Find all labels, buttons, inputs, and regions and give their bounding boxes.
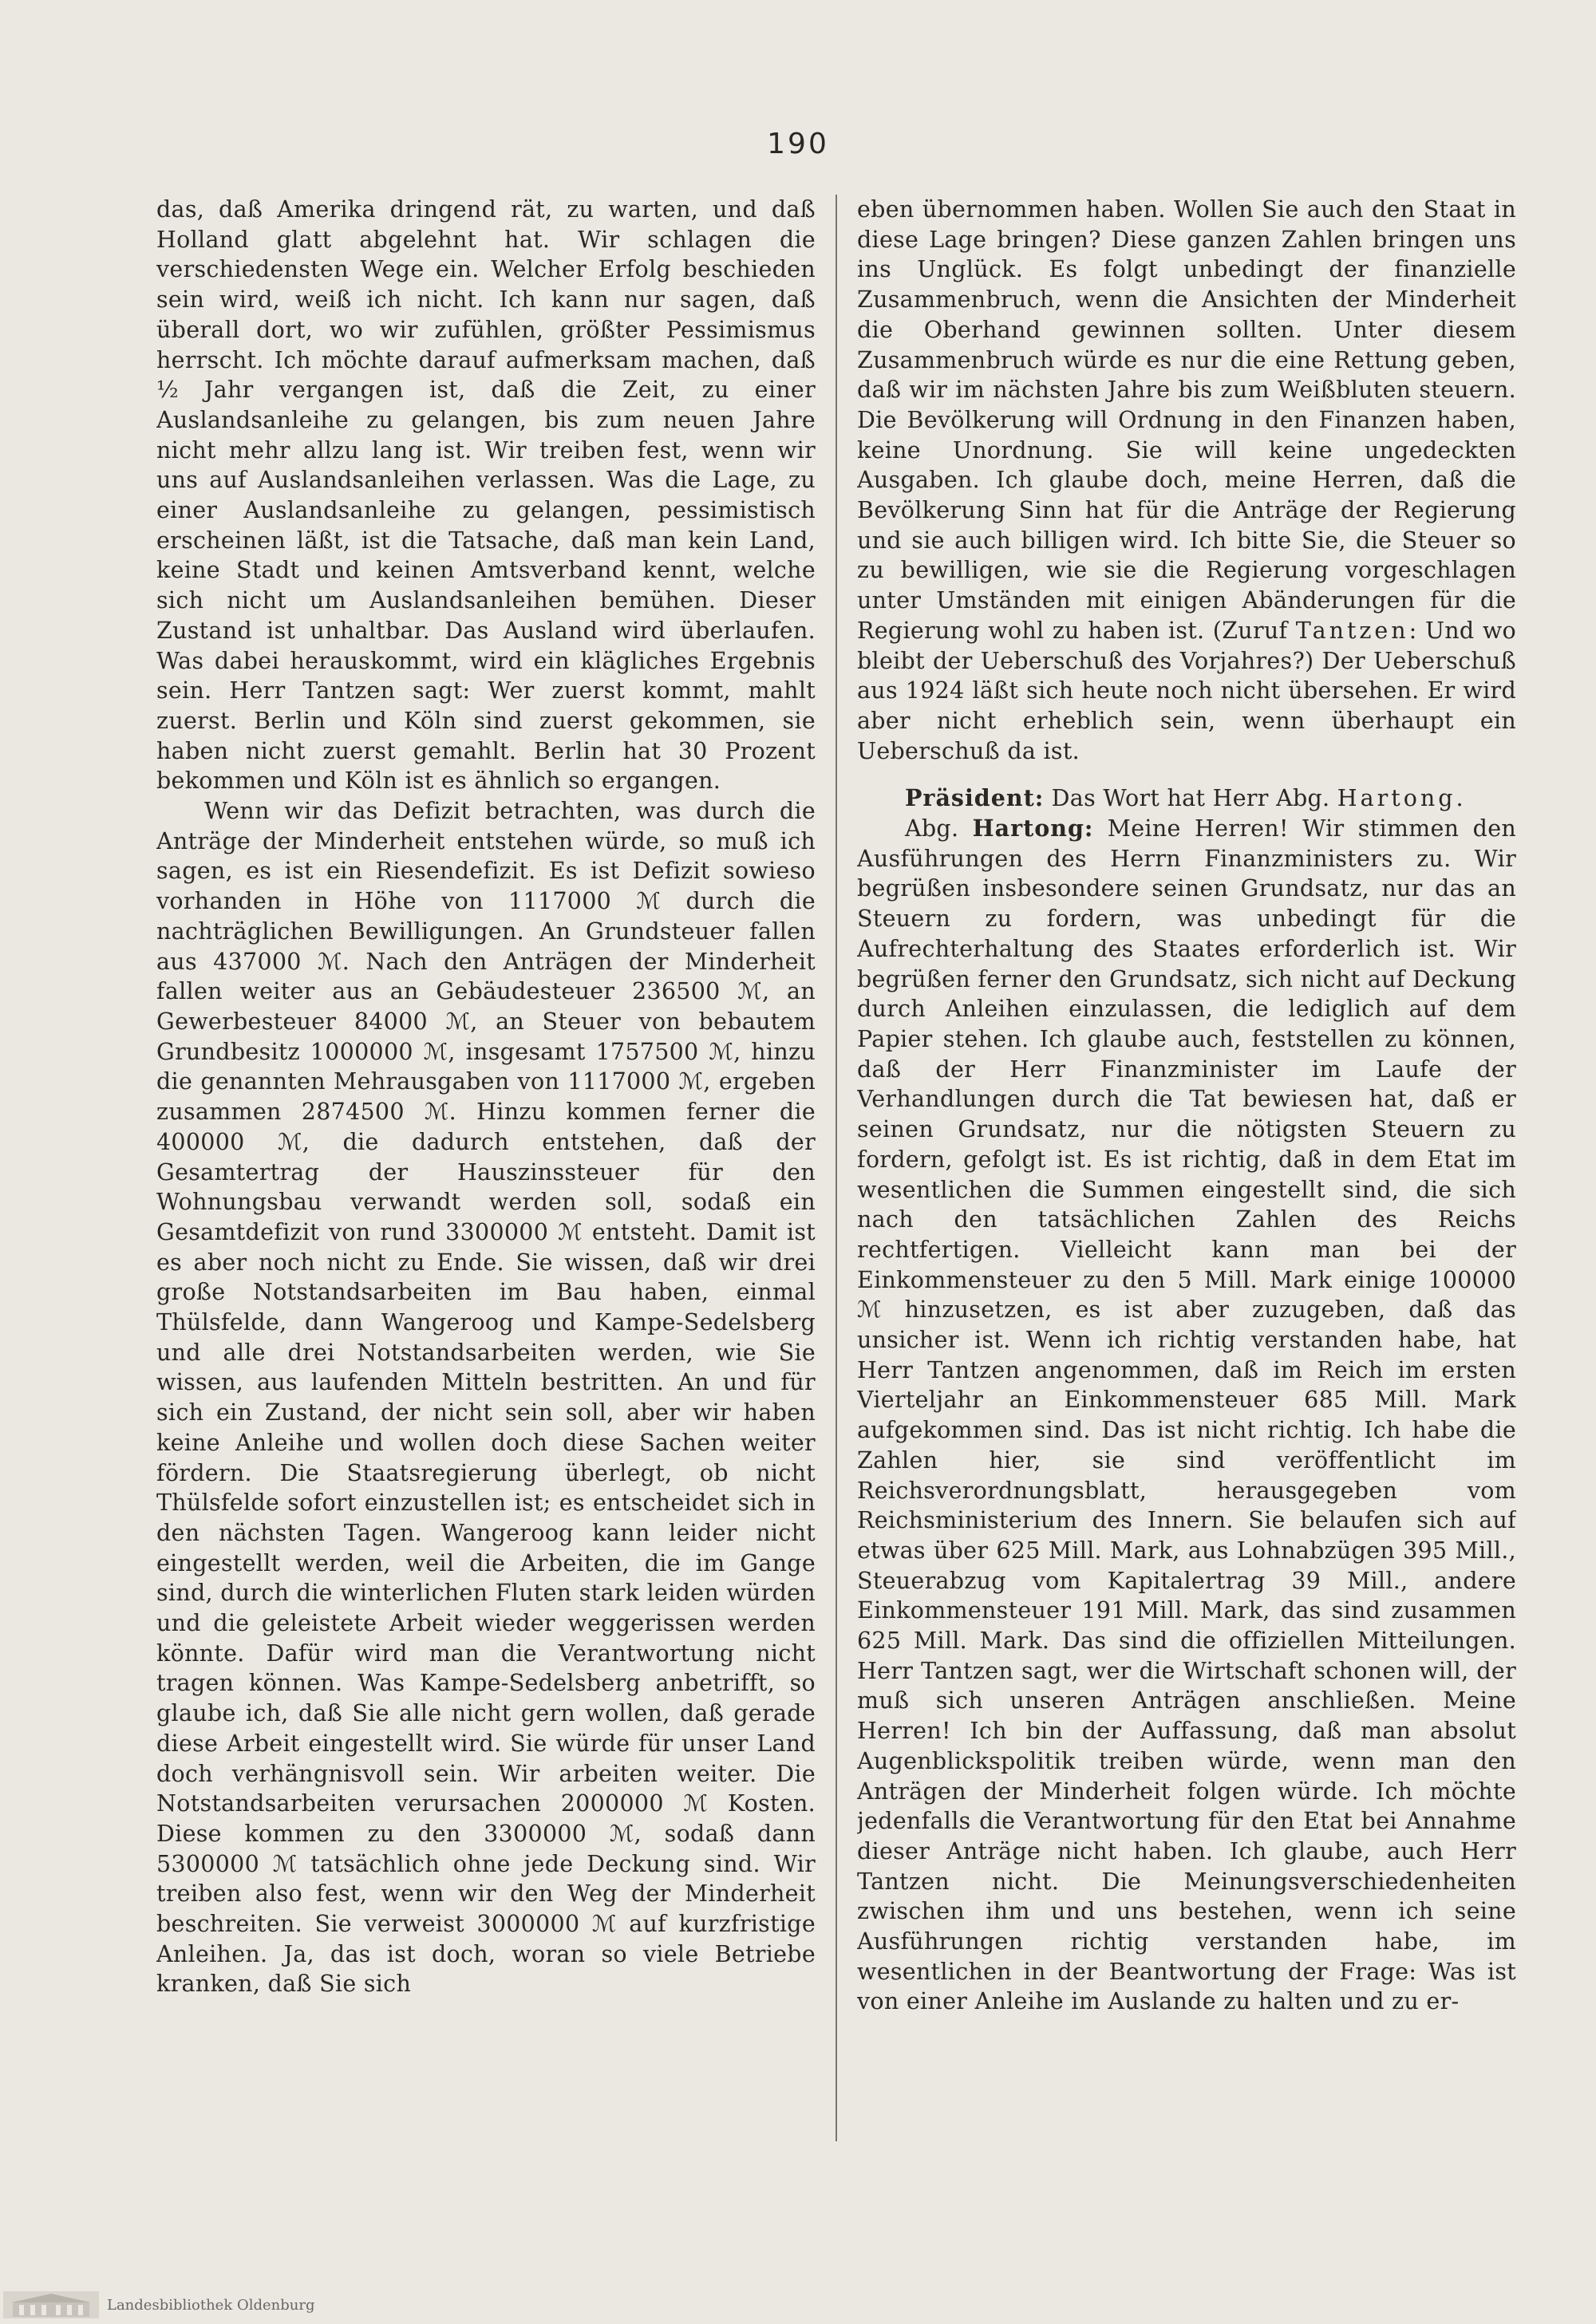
left-paragraph-1: das, daß Amerika dringend rät, zu warten, und daß Holland glatt abgelehnt hat. Wir schlagen die verschiedensten Wege ein. Welcher Erfolg beschieden sein wird, weiß ich nicht. Ich kann nur sagen, daß überall dort, wo wir zufühlen, größter Pessimismus herrscht. Ich möchte darauf aufmerksam machen, daß ½ Jahr vergangen ist, daß die Zeit, zu einer Auslandsanleihe zu gelangen, bis zum neuen Jahre nicht mehr allzu lang ist. Wir treiben fest, wenn wir uns auf Auslandsanleihen verlassen. Was die Lage, zu einer Auslandsanleihe zu gelangen, pessimistisch erscheinen läßt, ist die Tatsache, daß man kein Land, keine Stadt und keinen Amtsverband kennt, welche sich nicht um Auslandsanleihen bemühen. Dieser Zustand ist unhaltbar. Das Ausland wird überlaufen. Was dabei herauskommt, wird ein klägliches Ergebnis sein. Herr Tantzen sagt: Wer zuerst kommt, mahlt zuerst. Berlin und Köln sind zuerst gekommen, sie haben nicht zuerst gemahlt. Berlin hat 30 Prozent bekommen und Köln ist es ähnlich so ergangen. bbox=[156, 196, 816, 795]
right-paragraph-1-end: Der Ueberschuß aus 1924 läßt sich heute noch nicht übersehen. Er wird aber nicht erheblich sein, wenn überhaupt ein Ueberschuß da ist. bbox=[857, 647, 1516, 764]
right-paragraph-1 bbox=[857, 195, 1516, 766]
hartong-speech bbox=[857, 814, 1516, 2017]
left-column bbox=[156, 195, 816, 2141]
president-line bbox=[857, 783, 1516, 814]
president-text: Das Wort hat Herr Abg. bbox=[1051, 785, 1330, 812]
president-label: Präsident: bbox=[905, 784, 1045, 812]
interjection-text: : Und wo bleibt der Ueberschuß des Vorjahres?) bbox=[857, 617, 1516, 674]
interjection-open: (Zuruf bbox=[1212, 617, 1288, 644]
president-called-name: Hartong. bbox=[1337, 785, 1467, 812]
speaker-prefix: Abg. bbox=[905, 815, 959, 842]
library-name: Landesbibliothek Oldenburg bbox=[107, 2296, 315, 2314]
library-building-icon bbox=[3, 2291, 99, 2318]
page-number: 190 bbox=[767, 128, 829, 160]
footer bbox=[3, 2291, 314, 2318]
left-paragraph-2: Wenn wir das Defizit betrachten, was durch die Anträge der Minderheit entstehen würde, so muß ich sagen, es ist ein Riesendefizit. Es ist Defizit sowieso vorhanden in Höhe von 1117000 ℳ durch die nachträglichen Bewilligungen. An Grundsteuer fallen aus 437000 ℳ. Nach den Anträgen der Minderheit fallen weiter aus an Gebäudesteuer 236500 ℳ, an Gewerbesteuer 84000 ℳ, an Steuer von bebautem Grundbesitz 1000000 ℳ, insgesamt 1757500 ℳ, hinzu die genannten Mehrausgaben von 1117000 ℳ, ergeben zusammen 2874500 ℳ. Hinzu kommen ferner die 400000 ℳ, die dadurch entstehen, daß der Gesamtertrag der Hauszinssteuer für den Wohnungsbau verwandt werden soll, sodaß ein Gesamtdefizit von rund 3300000 ℳ entsteht. Damit ist es aber noch nicht zu Ende. Sie wissen, daß wir drei große Notstandsarbeiten im Bau haben, einmal Thülsfelde, dann Wangeroog und Kampe-Sedelsberg und alle drei Notstandsarbeiten werden, wie Sie wissen, aus laufenden Mitteln bestritten. An und für sich ein Zustand, der nicht sein soll, aber wir haben keine Anleihe und wollen doch diese Sachen weiter fördern. Die Staatsregierung überlegt, ob nicht Thülsfelde sofort einzustellen ist; es entscheidet sich in den nächsten Tagen. Wangeroog kann leider nicht eingestellt werden, weil die Arbeiten, die im Gange sind, durch die winterlichen Fluten stark leiden würden und die geleistete Arbeit wieder weggerissen werden könnte. Dafür wird man die Verantwortung nicht tragen können. Was Kampe-Sedelsberg anbetrifft, so glaube ich, daß Sie alle nicht gern wollen, daß gerade diese Arbeit eingestellt wird. Sie würde für unser Land doch verhängnisvoll sein. Wir arbeiten weiter. Die Notstandsarbeiten verursachen 2000000 ℳ Kosten. Diese kommen zu den 3300000 ℳ, sodaß dann 5300000 ℳ tatsächlich ohne jede Deckung sind. Wir treiben also fest, wenn wir den Weg der Minderheit beschreiten. Sie verweist 3000000 ℳ auf kurzfristige Anleihen. Ja, das ist doch, woran so viele Betriebe kranken, daß Sie sich bbox=[156, 798, 816, 1998]
right-paragraph-1-text: eben übernommen haben. Wollen Sie auch den Staat in diese Lage bringen? Diese ganzen Zahlen bringen uns ins Unglück. Es folgt unbedingt der finanzielle Zusammenbruch, wenn die Ansichten der Minderheit die Oberhand gewinnen sollten. Unter diesem Zusammenbruch würde es nur die eine Rettung geben, daß wir im nächsten Jahre bis zum Weißbluten steuern. Die Bevölkerung will Ordnung in den Finanzen haben, keine Unordnung. Sie will keine ungedeckten Ausgaben. Ich glaube doch, meine Herren, daß die Bevölkerung Sinn hat für die Anträge der Regierung und sie auch billigen wird. Ich bitte Sie, die Steuer so zu bewilligen, wie sie die Regierung vorgeschlagen unter Umständen mit einigen Abänderungen für die Regierung wohl zu haben ist. bbox=[857, 196, 1516, 644]
speech-text: Meine Herren! Wir stimmen den Ausführungen des Herrn Finanzministers zu. Wir begrüßen insbesondere seinen Grundsatz, nur das an Steuern zu fordern, was unbedingt für die Aufrechterhaltung des Staates erforderlich ist. Wir begrüßen ferner den Grundsatz, sich nicht auf Deckung durch Anleihen einzulassen, die lediglich auf dem Papier stehen. Ich glaube auch, feststellen zu können, daß der Herr Finanzminister im Laufe der Verhandlungen durch die Tat bewiesen hat, daß er seinen Grundsatz, nur die nötigsten Steuern zu fordern, gefolgt ist. Es ist richtig, daß in dem Etat im wesentlichen die Summen eingestellt sind, die sich nach den tatsächlichen Zahlen des Reichs rechtfertigen. Vielleicht kann man bei der Einkommensteuer zu den 5 Mill. Mark einige 100000 ℳ hinzusetzen, es ist aber zuzugeben, daß das unsicher ist. Wenn ich richtig verstanden habe, hat Herr Tantzen angenommen, daß im Reich im ersten Vierteljahr an Einkommensteuer 685 Mill. Mark aufgekommen sind. Das ist nicht richtig. Ich habe die Zahlen hier, sie sind veröffentlicht im Reichsverordnungsblatt, herausgegeben vom Reichsministerium des Innern. Sie belaufen sich auf etwas über 625 Mill. Mark, aus Lohnabzügen 395 Mill., Steuerabzug vom Kapitalertrag 39 Mill., andere Einkommensteuer 191 Mill. Mark, das sind zusammen 625 Mill. Mark. Das sind die offiziellen Mitteilungen. Herr Tantzen sagt, wer die Wirtschaft schonen will, der muß sich unseren Anträgen anschließen. Meine Herren! Ich bin der Auffassung, daß man absolut Augenblickspolitik treiben würde, wenn man den Anträgen der Minderheit folgen würde. Ich möchte jedenfalls die Verantwortung für den Etat bei Annahme dieser Anträge nicht haben. Ich glaube, auch Herr Tantzen nicht. Die Meinungsverschiedenheiten zwischen ihm und uns bestehen, wenn ich seine Ausführungen richtig verstanden habe, im wesentlichen in der Beantwortung der Frage: Was ist von einer Anleihe im Auslande zu halten und zu er- bbox=[857, 815, 1516, 2015]
column-divider bbox=[836, 195, 837, 2141]
right-column bbox=[857, 195, 1516, 2141]
interjection-speaker: Tantzen bbox=[1295, 617, 1409, 644]
speaker-name: Hartong: bbox=[972, 815, 1094, 842]
